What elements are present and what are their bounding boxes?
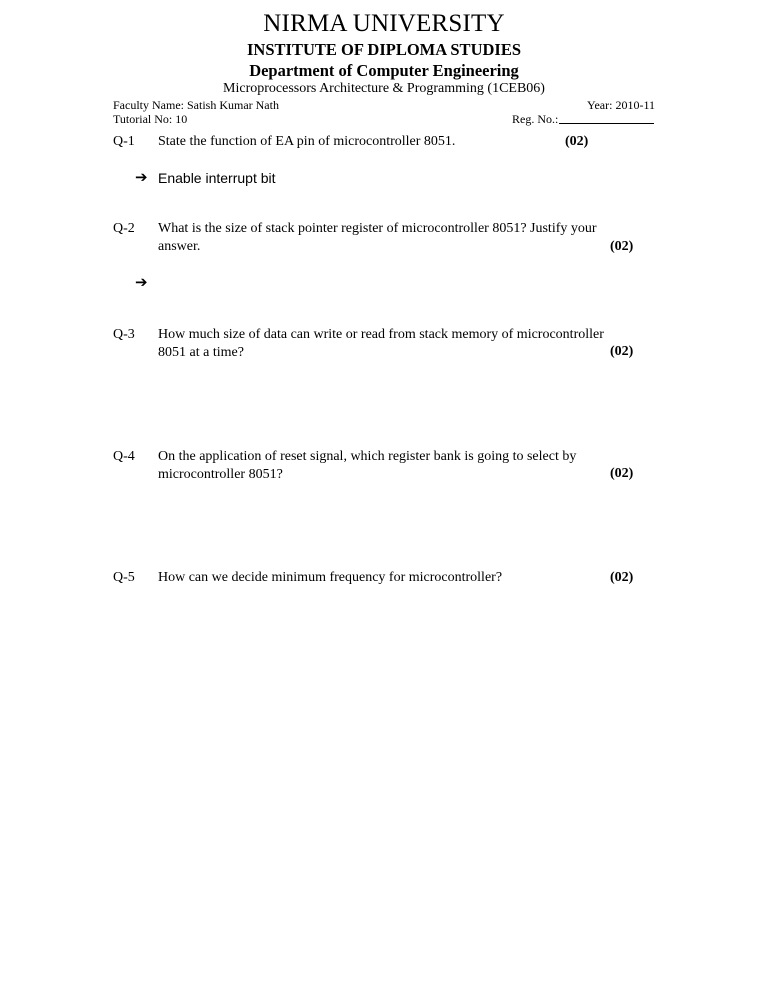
question-5-text: How can we decide minimum frequency for microcontroller?: [158, 570, 503, 585]
question-5-number: Q-5: [113, 570, 135, 585]
question-4-text: [158, 448, 576, 484]
question-2-line-1: What is the size of stack pointer register of microcontroller 8051? Justify your: [158, 221, 597, 236]
question-3-line-2: 8051 at a time?: [158, 345, 244, 360]
institute-title: INSTITUTE OF DIPLOMA STUDIES: [247, 40, 521, 59]
subject-title: Microprocessors Architecture & Programming (1CEB06): [223, 81, 545, 96]
question-3-number: Q-3: [113, 327, 135, 342]
question-1-number: Q-1: [113, 134, 135, 149]
question-2-text: [158, 220, 597, 256]
question-4-line-2: microcontroller 8051?: [158, 467, 283, 482]
reg-no-blank-line: [559, 112, 654, 124]
question-3-line-1: How much size of data can write or read from stack memory of microcontroller: [158, 327, 604, 342]
question-3-text: [158, 326, 604, 362]
question-2-marks: (02): [610, 239, 634, 254]
tutorial-number: Tutorial No: 10: [113, 112, 188, 126]
question-4-line-1: On the application of reset signal, which register bank is going to select by: [158, 449, 577, 464]
question-3-marks: (02): [610, 344, 634, 359]
question-1-answer: Enable interrupt bit: [158, 170, 276, 186]
arrow-right-icon: ➔: [135, 168, 148, 186]
department-title: Department of Computer Engineering: [249, 61, 519, 80]
question-4-number: Q-4: [113, 449, 135, 464]
question-2-number: Q-2: [113, 221, 135, 236]
reg-no-label: Reg. No.:: [512, 112, 559, 126]
question-1-marks: (02): [565, 134, 589, 149]
academic-year: Year: 2010-11: [587, 98, 655, 112]
university-title: NIRMA UNIVERSITY: [263, 10, 505, 37]
question-4-marks: (02): [610, 466, 634, 481]
faculty-name: Faculty Name: Satish Kumar Nath: [113, 98, 279, 112]
question-1-text: State the function of EA pin of microcontroller 8051.: [158, 134, 456, 149]
question-2-line-2: answer.: [158, 239, 201, 254]
reg-no-field: [512, 112, 654, 127]
question-5-marks: (02): [610, 570, 634, 585]
arrow-right-icon: ➔: [135, 273, 148, 291]
